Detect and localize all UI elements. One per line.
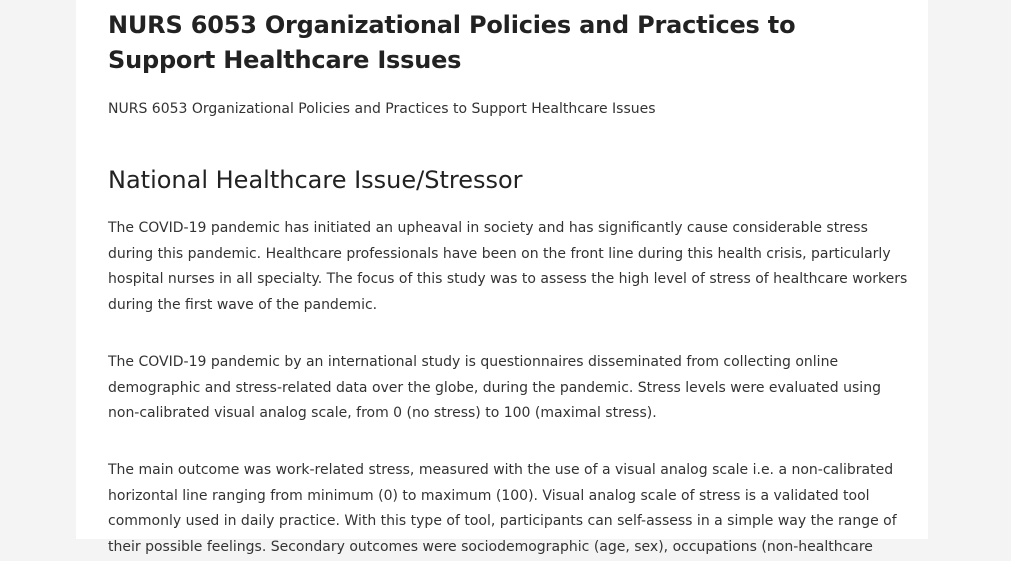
page-title: NURS 6053 Organizational Policies and Practices to Support Healthcare Issues	[108, 11, 796, 74]
paragraph-1: The COVID-19 pandemic has initiated an upheaval in society and has significantly cause considerable stress during this pandemic. Healthcare professionals have been on the front line during this health crisis, particularly hospital nurses in all specialty. The focus of this study was to assess the high level of stress of healthcare workers during the first wave of the pandemic.	[108, 220, 908, 314]
document-page	[76, 0, 928, 556]
paragraph-3: The main outcome was work-related stress, measured with the use of a visual analog scale i.e. a non-calibrated horizontal line ranging from minimum (0) to maximum (100). Visual analog scale of stress is a validated tool commonly used in daily practice. With this type of tool, participants can self-assess in a simple way the range of their possible feelings. Secondary outcomes were sociodemographic (age, sex), occupations (non-healthcare	[108, 461, 897, 556]
document-content	[108, 8, 908, 561]
section-heading: National Healthcare Issue/Stressor	[108, 166, 523, 194]
paragraph-2: The COVID-19 pandemic by an international study is questionnaires disseminated from collecting online demographic and stress-related data over the globe, during the pandemic. Stress levels were evaluated using non-calibrated visual analog scale, from 0 (no stress) to 100 (maximal stress).	[108, 353, 881, 422]
page-subtitle: NURS 6053 Organizational Policies and Practices to Support Healthcare Issues	[108, 101, 656, 117]
